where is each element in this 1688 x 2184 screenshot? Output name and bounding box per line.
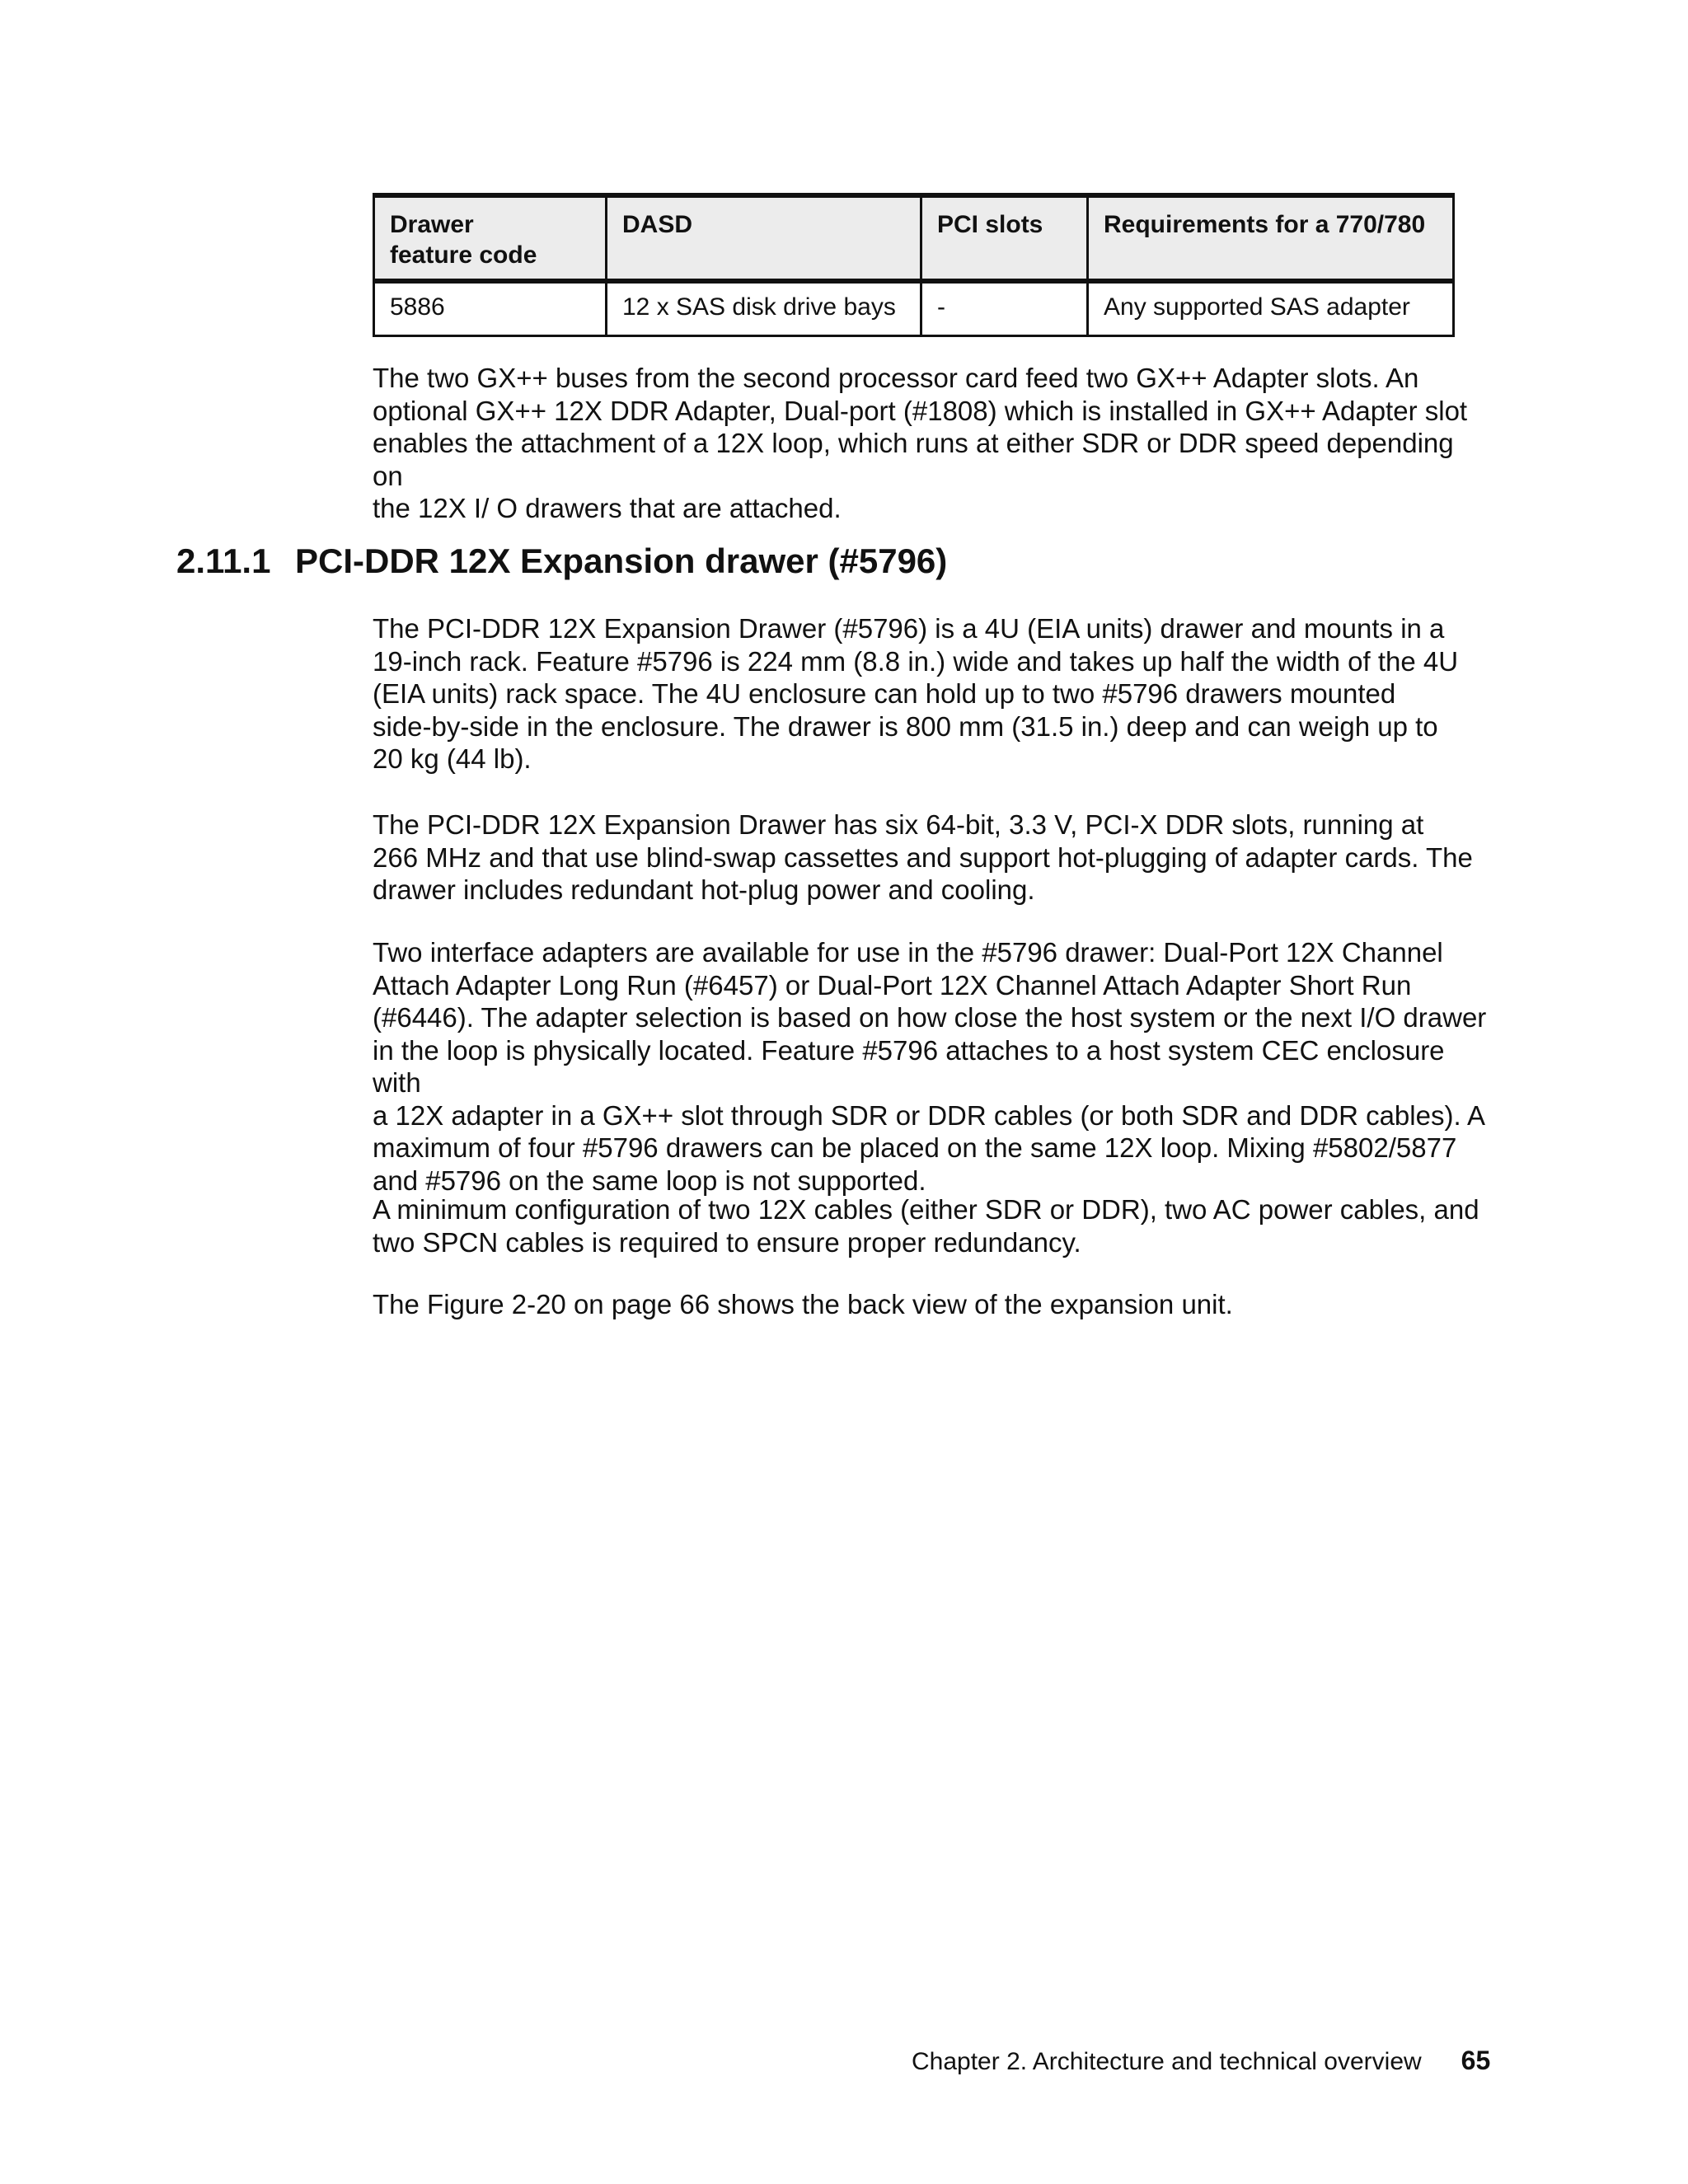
cell-pci-slots: -	[921, 281, 1088, 336]
page-footer	[912, 2044, 1490, 2079]
section-heading	[176, 541, 947, 582]
paragraph-pci-slots: The PCI-DDR 12X Expansion Drawer has six 64-bit, 3.3 V, PCI-X DDR slots, running at 266 MHz and that use blind-swap cassettes and support hot-plugging of adapter cards. The drawer includes redundant hot-plug power and cooling.	[373, 809, 1473, 905]
paragraph-figure-reference: The Figure 2-20 on page 66 shows the back view of the expansion unit.	[373, 1289, 1233, 1319]
header-dasd: DASD	[607, 195, 921, 281]
header-drawer-feature-code: Drawer feature code	[374, 195, 607, 281]
cell-feature-code: 5886	[374, 281, 607, 336]
footer-chapter-title: Chapter 2. Architecture and technical overview	[912, 2048, 1422, 2075]
header-requirements: Requirements for a 770/780	[1088, 195, 1454, 281]
header-pci-slots: PCI slots	[921, 195, 1088, 281]
paragraph-drawer-description: The PCI-DDR 12X Expansion Drawer (#5796) is a 4U (EIA units) drawer and mounts in a 19-inch rack. Feature #5796 is 224 mm (8.8 in.) wide and takes up half the width of the 4U (EIA units) rack space. The 4U enclosure can hold up to two #5796 drawers mounted side-by-side in the enclosure. The drawer is 800 mm (31.5 in.) deep and can weigh up to 20 kg (44 lb).	[373, 613, 1459, 774]
paragraph-minimum-configuration: A minimum configuration of two 12X cables (either SDR or DDR), two AC power cables, and two SPCN cables is required to ensure proper redundancy.	[373, 1194, 1479, 1258]
section-title: PCI-DDR 12X Expansion drawer (#5796)	[295, 541, 948, 580]
table-row	[374, 281, 1454, 336]
cell-dasd: 12 x SAS disk drive bays	[607, 281, 921, 336]
paragraph-gx-buses: The two GX++ buses from the second processor card feed two GX++ Adapter slots. An optional GX++ 12X DDR Adapter, Dual-port (#1808) which is installed in GX++ Adapter slot enables the attachment of a 12X loop, which runs at either SDR or DDR speed depending on the 12X I/ O drawers that are attached.	[373, 363, 1468, 523]
paragraph-interface-adapters: Two interface adapters are available for use in the #5796 drawer: Dual-Port 12X Channel Attach Adapter Long Run (#6457) or Dual-Port 12X Channel Attach Adapter Short Run (#6446). The adapter selection is based on how close the host system or the next I/O drawer in the loop is physically located. Feature #5796 attaches to a host system CEC enclosure with a 12X adapter in a GX++ slot through SDR or DDR cables (or both SDR and DDR cables). A maximum of four #5796 drawers can be placed on the same 12X loop. Mixing #5802/5877 and #5796 on the same loop is not supported.	[373, 937, 1487, 1196]
drawer-feature-table	[373, 193, 1455, 337]
cell-requirements: Any supported SAS adapter	[1088, 281, 1454, 336]
table-header-row	[374, 195, 1454, 281]
page-number: 65	[1461, 2046, 1491, 2075]
section-number: 2.11.1	[176, 541, 271, 580]
drawer-table-container	[373, 193, 1452, 337]
